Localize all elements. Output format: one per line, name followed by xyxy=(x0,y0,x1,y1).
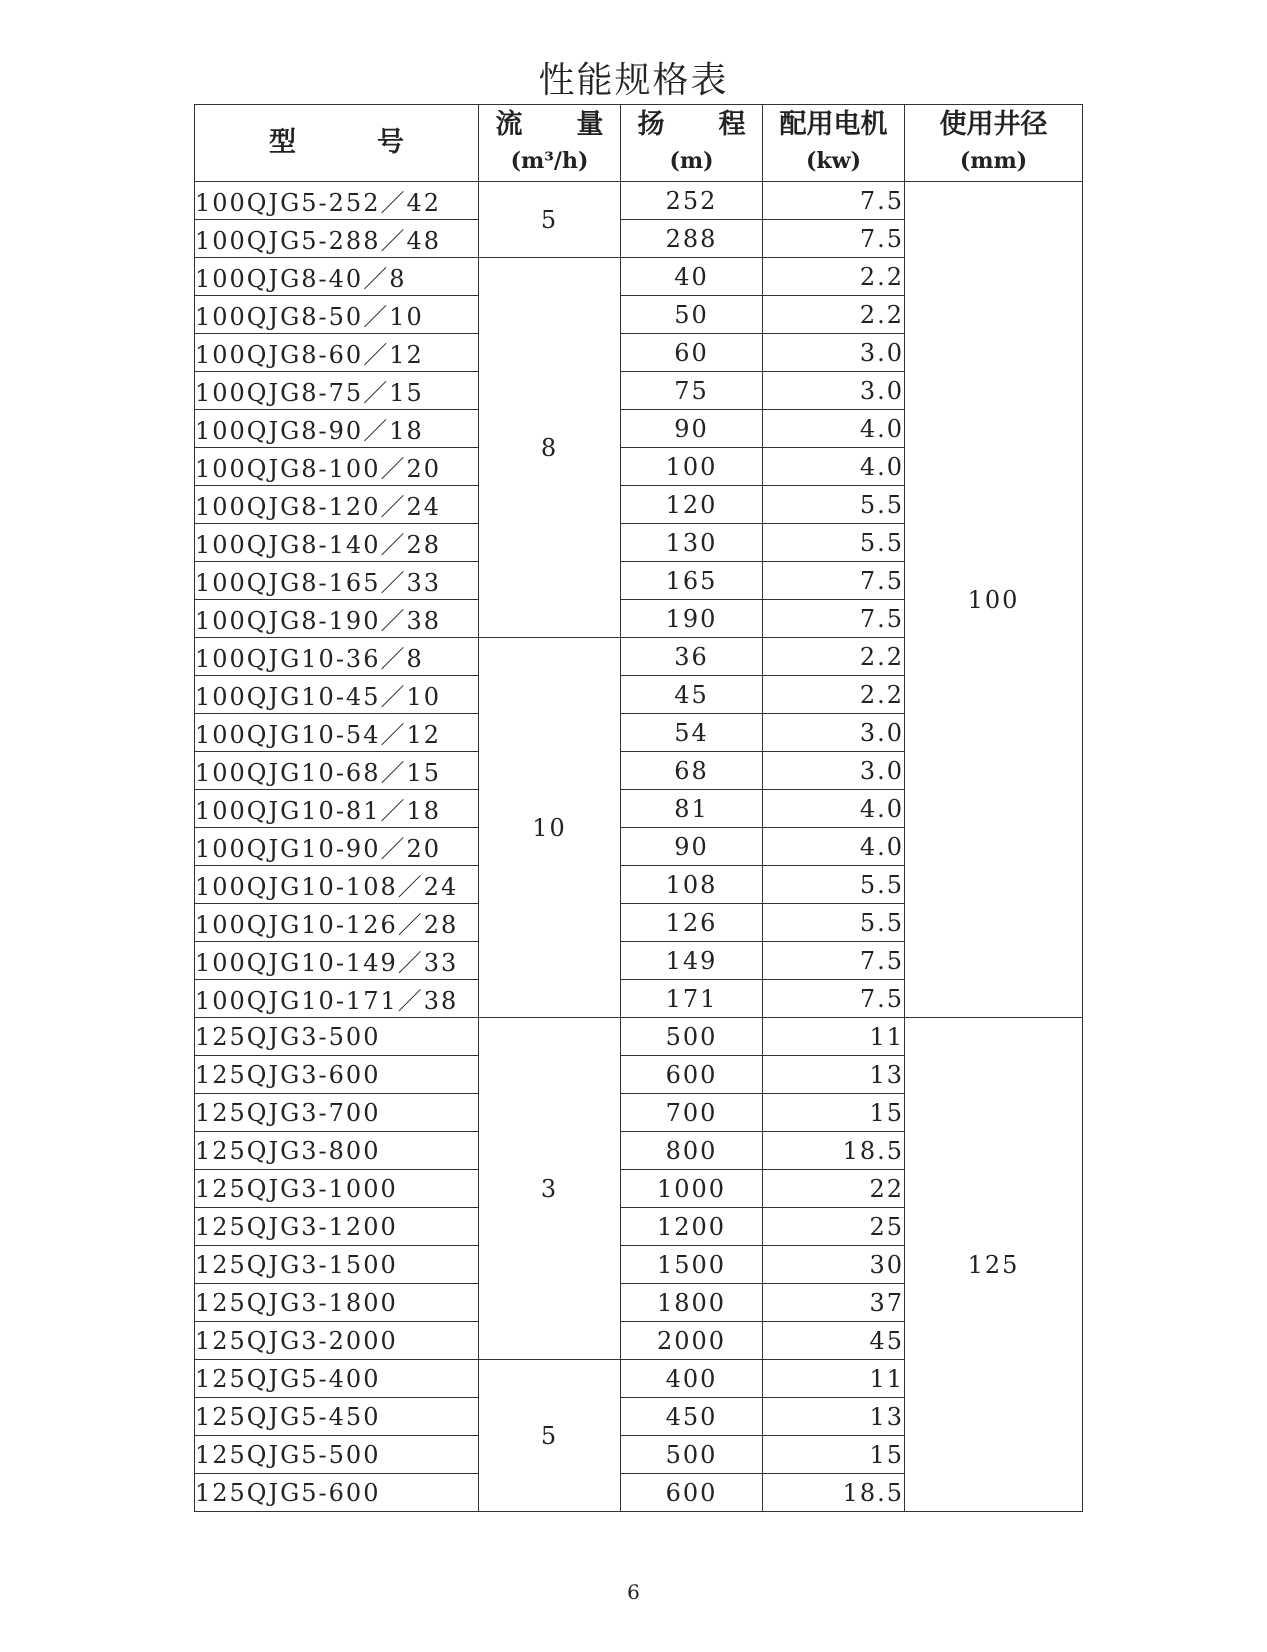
page-number: 6 xyxy=(627,1580,640,1604)
header-well-unit: (mm) xyxy=(959,148,1028,174)
cell-power: 5.5 xyxy=(763,524,905,562)
cell-head: 450 xyxy=(621,1398,763,1436)
cell-flow: 5 xyxy=(479,1360,621,1512)
cell-head: 1000 xyxy=(621,1170,763,1208)
cell-head: 252 xyxy=(621,182,763,220)
header-power xyxy=(763,105,905,182)
cell-model: 100QJG10-45／10 xyxy=(195,676,479,714)
cell-power: 3.0 xyxy=(763,334,905,372)
cell-head: 60 xyxy=(621,334,763,372)
cell-model: 125QJG5-400 xyxy=(195,1360,479,1398)
cell-head: 500 xyxy=(621,1436,763,1474)
cell-power: 7.5 xyxy=(763,600,905,638)
header-flow-unit: (m³/h) xyxy=(510,148,589,174)
cell-model: 125QJG3-1000 xyxy=(195,1170,479,1208)
cell-head: 500 xyxy=(621,1018,763,1056)
cell-power: 45 xyxy=(763,1322,905,1360)
cell-power: 4.0 xyxy=(763,790,905,828)
cell-power: 11 xyxy=(763,1018,905,1056)
header-power-unit: (kw) xyxy=(806,148,861,174)
cell-head: 165 xyxy=(621,562,763,600)
cell-head: 400 xyxy=(621,1360,763,1398)
cell-head: 288 xyxy=(621,220,763,258)
cell-model: 100QJG8-90／18 xyxy=(195,410,479,448)
cell-head: 90 xyxy=(621,410,763,448)
header-head-label: 扬 程 xyxy=(637,109,746,140)
cell-model: 100QJG10-126／28 xyxy=(195,904,479,942)
header-well-diameter xyxy=(905,105,1083,182)
cell-head: 1500 xyxy=(621,1246,763,1284)
cell-head: 120 xyxy=(621,486,763,524)
performance-spec-table xyxy=(194,104,1083,1512)
cell-model: 100QJG8-60／12 xyxy=(195,334,479,372)
cell-head: 600 xyxy=(621,1474,763,1512)
cell-power: 7.5 xyxy=(763,562,905,600)
table-header-row xyxy=(195,105,1083,182)
cell-model: 100QJG10-54／12 xyxy=(195,714,479,752)
cell-model: 125QJG3-1800 xyxy=(195,1284,479,1322)
cell-model: 125QJG3-600 xyxy=(195,1056,479,1094)
cell-model: 100QJG5-252／42 xyxy=(195,182,479,220)
cell-head: 2000 xyxy=(621,1322,763,1360)
cell-power: 5.5 xyxy=(763,866,905,904)
cell-model: 100QJG10-171／38 xyxy=(195,980,479,1018)
cell-head: 171 xyxy=(621,980,763,1018)
cell-power: 30 xyxy=(763,1246,905,1284)
cell-power: 22 xyxy=(763,1170,905,1208)
cell-power: 13 xyxy=(763,1398,905,1436)
cell-model: 125QJG5-450 xyxy=(195,1398,479,1436)
header-power-label: 配用电机 xyxy=(779,109,888,140)
cell-head: 54 xyxy=(621,714,763,752)
cell-model: 100QJG8-120／24 xyxy=(195,486,479,524)
cell-model: 125QJG5-500 xyxy=(195,1436,479,1474)
cell-power: 2.2 xyxy=(763,638,905,676)
cell-model: 100QJG8-40／8 xyxy=(195,258,479,296)
cell-model: 125QJG3-2000 xyxy=(195,1322,479,1360)
page-title: 性能规格表 xyxy=(538,60,729,101)
header-well-label: 使用井径 xyxy=(939,109,1048,140)
cell-head: 1800 xyxy=(621,1284,763,1322)
header-flow-label: 流 量 xyxy=(495,109,604,140)
cell-head: 45 xyxy=(621,676,763,714)
cell-flow: 3 xyxy=(479,1018,621,1360)
cell-model: 125QJG3-700 xyxy=(195,1094,479,1132)
cell-model: 100QJG10-90／20 xyxy=(195,828,479,866)
cell-model: 125QJG3-1200 xyxy=(195,1208,479,1246)
cell-model: 100QJG10-108／24 xyxy=(195,866,479,904)
cell-head: 130 xyxy=(621,524,763,562)
cell-power: 13 xyxy=(763,1056,905,1094)
cell-head: 68 xyxy=(621,752,763,790)
header-model xyxy=(195,105,479,182)
cell-power: 3.0 xyxy=(763,372,905,410)
cell-power: 37 xyxy=(763,1284,905,1322)
table-row xyxy=(195,1018,1083,1056)
cell-power: 25 xyxy=(763,1208,905,1246)
cell-head: 126 xyxy=(621,904,763,942)
cell-power: 4.0 xyxy=(763,828,905,866)
cell-power: 4.0 xyxy=(763,448,905,486)
table-body xyxy=(195,182,1083,1512)
cell-head: 50 xyxy=(621,296,763,334)
cell-head: 90 xyxy=(621,828,763,866)
cell-flow: 5 xyxy=(479,182,621,258)
cell-head: 100 xyxy=(621,448,763,486)
cell-power: 18.5 xyxy=(763,1474,905,1512)
cell-power: 15 xyxy=(763,1094,905,1132)
cell-head: 149 xyxy=(621,942,763,980)
cell-model: 125QJG3-1500 xyxy=(195,1246,479,1284)
cell-head: 36 xyxy=(621,638,763,676)
cell-head: 700 xyxy=(621,1094,763,1132)
cell-head: 75 xyxy=(621,372,763,410)
cell-head: 190 xyxy=(621,600,763,638)
cell-power: 7.5 xyxy=(763,942,905,980)
cell-model: 125QJG5-600 xyxy=(195,1474,479,1512)
header-model-label: 型 号 xyxy=(269,127,404,158)
cell-flow: 10 xyxy=(479,638,621,1018)
cell-head: 108 xyxy=(621,866,763,904)
header-head-unit: (m) xyxy=(669,148,714,174)
cell-power: 2.2 xyxy=(763,296,905,334)
cell-power: 5.5 xyxy=(763,904,905,942)
cell-model: 100QJG8-100／20 xyxy=(195,448,479,486)
cell-well-diameter: 100 xyxy=(905,182,1083,1018)
cell-model: 125QJG3-800 xyxy=(195,1132,479,1170)
cell-power: 2.2 xyxy=(763,258,905,296)
header-flow xyxy=(479,105,621,182)
cell-model: 100QJG8-190／38 xyxy=(195,600,479,638)
cell-model: 100QJG10-68／15 xyxy=(195,752,479,790)
cell-model: 100QJG8-140／28 xyxy=(195,524,479,562)
cell-well-diameter: 125 xyxy=(905,1018,1083,1512)
cell-head: 1200 xyxy=(621,1208,763,1246)
cell-power: 15 xyxy=(763,1436,905,1474)
cell-model: 125QJG3-500 xyxy=(195,1018,479,1056)
cell-power: 5.5 xyxy=(763,486,905,524)
cell-model: 100QJG10-149／33 xyxy=(195,942,479,980)
cell-power: 11 xyxy=(763,1360,905,1398)
cell-flow: 8 xyxy=(479,258,621,638)
cell-power: 7.5 xyxy=(763,980,905,1018)
cell-power: 3.0 xyxy=(763,714,905,752)
cell-power: 7.5 xyxy=(763,220,905,258)
table-row xyxy=(195,182,1083,220)
cell-head: 600 xyxy=(621,1056,763,1094)
cell-head: 81 xyxy=(621,790,763,828)
cell-power: 18.5 xyxy=(763,1132,905,1170)
cell-model: 100QJG5-288／48 xyxy=(195,220,479,258)
cell-power: 3.0 xyxy=(763,752,905,790)
cell-model: 100QJG10-81／18 xyxy=(195,790,479,828)
cell-power: 2.2 xyxy=(763,676,905,714)
cell-model: 100QJG8-165／33 xyxy=(195,562,479,600)
cell-head: 40 xyxy=(621,258,763,296)
cell-power: 7.5 xyxy=(763,182,905,220)
cell-model: 100QJG10-36／8 xyxy=(195,638,479,676)
header-head xyxy=(621,105,763,182)
cell-model: 100QJG8-50／10 xyxy=(195,296,479,334)
cell-head: 800 xyxy=(621,1132,763,1170)
cell-power: 4.0 xyxy=(763,410,905,448)
cell-model: 100QJG8-75／15 xyxy=(195,372,479,410)
